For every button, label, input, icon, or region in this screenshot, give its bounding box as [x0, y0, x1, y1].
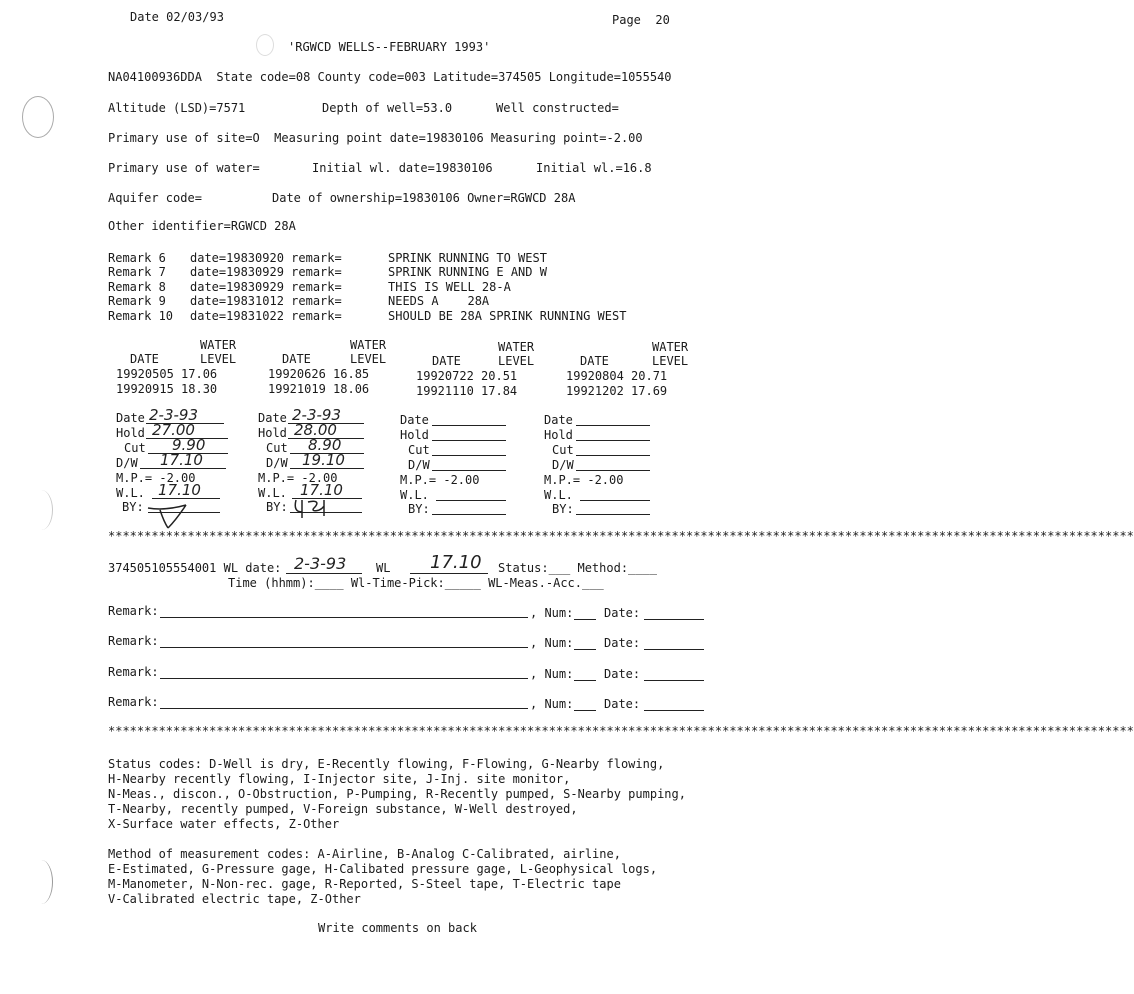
separator-line: ********************************************************************************************************************************************** [108, 529, 1134, 543]
entry-date-value: 2-3-93 [292, 406, 341, 424]
report-date: Date 02/03/93 [130, 10, 224, 24]
primary-use-water: Primary use of water= [108, 161, 260, 175]
entry-date-label: Date [544, 413, 573, 427]
remark-num-label: , Num: [530, 606, 574, 620]
initials-signature [146, 500, 202, 530]
column-header-level: LEVEL [498, 354, 535, 368]
remark-input[interactable] [160, 678, 528, 679]
entry-hold-value: 27.00 [152, 421, 195, 439]
remark-date: date=19830920 remark= [190, 251, 342, 265]
entry-wl-value: 17.10 [300, 481, 343, 499]
table-cell: 19920915 18.30 [116, 382, 218, 396]
entry-hold-value: 28.00 [294, 421, 337, 439]
entry-hold-label: Hold [544, 428, 573, 442]
time-pick-accuracy: Time (hhmm):____ Wl-Time-Pick:_____ WL-Meas.-Acc.___ [228, 576, 604, 590]
entry-mp: M.P.= -2.00 [258, 471, 338, 485]
remark-text: SPRINK RUNNING E AND W [388, 265, 547, 279]
remark-text: NEEDS A 28A [388, 294, 490, 308]
report-title: 'RGWCD WELLS--FEBRUARY 1993' [288, 40, 491, 54]
entry-cut-label: Cut [266, 441, 288, 455]
entry-by-label: BY: [266, 500, 288, 514]
remark-num-label: , Num: [530, 667, 574, 681]
entry-cut-value: 9.90 [172, 436, 206, 454]
footer-note: Write comments on back [318, 921, 477, 935]
remark-num-input[interactable] [574, 619, 596, 620]
punch-hole-top [22, 96, 54, 138]
entry-wl-value: 17.10 [158, 481, 201, 499]
remark-label: Remark 8 [108, 280, 166, 294]
remark-num-label: , Num: [530, 697, 574, 711]
entry-wl-field[interactable] [580, 500, 650, 501]
entry-date-label: Date [116, 411, 145, 425]
depth-of-well: Depth of well=53.0 [322, 101, 453, 115]
entry-cut-label: Cut [124, 441, 146, 455]
table-cell: 19920505 17.06 [116, 367, 218, 381]
remark-num-input[interactable] [574, 710, 596, 711]
entry-date-label: Date [258, 411, 287, 425]
remark-num-label: , Num: [530, 636, 574, 650]
entry-wl-label: W.L. [400, 488, 429, 502]
entry-dw-label: D/W [116, 456, 138, 470]
wl-field[interactable] [410, 573, 488, 574]
table-cell: 19921202 17.69 [566, 384, 668, 398]
remark-date: date=19831012 remark= [190, 294, 342, 308]
entry-wl-label: W.L. [116, 486, 145, 500]
remark-date-input[interactable] [644, 680, 704, 681]
remark-date-input[interactable] [644, 619, 704, 620]
remark-text: SPRINK RUNNING TO WEST [388, 251, 547, 265]
remark-form-label: Remark: [108, 665, 159, 679]
column-header-level: LEVEL [200, 352, 237, 366]
entry-dw-label: D/W [552, 458, 574, 472]
entry-cut-label: Cut [408, 443, 430, 457]
method-codes-line: V-Calibrated electric tape, Z-Other [108, 892, 361, 906]
entry-wl-label: W.L. [544, 488, 573, 502]
entry-cut-field[interactable] [432, 455, 506, 456]
remark-label: Remark 10 [108, 309, 174, 323]
entry-hold-field[interactable] [432, 440, 506, 441]
status-codes-line: N-Meas., discon., O-Obstruction, P-Pumping, R-Recently pumped, S-Nearby pumping, [108, 787, 686, 801]
entry-date-field[interactable] [576, 425, 650, 426]
entry-cut-value: 8.90 [308, 436, 342, 454]
entry-by-label: BY: [552, 502, 574, 516]
initial-wl-date: Initial wl. date=19830106 [312, 161, 493, 175]
remark-num-input[interactable] [574, 680, 596, 681]
entry-mp: M.P.= -2.00 [544, 473, 624, 487]
entry-cut-label: Cut [552, 443, 574, 457]
remark-date-input[interactable] [644, 649, 704, 650]
entry-dw-field[interactable] [432, 470, 506, 471]
entry-hold-label: Hold [258, 426, 287, 440]
remark-text: THIS IS WELL 28-A [388, 280, 511, 294]
remark-form-label: Remark: [108, 634, 159, 648]
column-header-date: DATE [580, 354, 609, 368]
column-header-date: DATE [282, 352, 311, 366]
wl-value: 17.10 [430, 552, 482, 573]
wl-label: WL [376, 561, 391, 575]
column-header-water: WATER [652, 340, 689, 354]
remark-label: Remark 6 [108, 251, 166, 265]
entry-wl-label: W.L. [258, 486, 287, 500]
remark-num-input[interactable] [574, 649, 596, 650]
remark-input[interactable] [160, 617, 528, 618]
entry-by-field[interactable] [576, 514, 650, 515]
entry-mp: M.P.= -2.00 [116, 471, 196, 485]
scan-circle-mark [256, 34, 274, 56]
status-codes-line: H-Nearby recently flowing, I-Injector site, J-Inj. site monitor, [108, 772, 571, 786]
well-id-line: NA04100936DDA State code=08 County code=003 Latitude=374505 Longitude=1055540 [108, 70, 672, 84]
remark-label: Remark 9 [108, 294, 166, 308]
status-codes-line: T-Nearby, recently pumped, V-Foreign substance, W-Well destroyed, [108, 802, 578, 816]
column-header-date: DATE [130, 352, 159, 366]
other-identifier: Other identifier=RGWCD 28A [108, 219, 296, 233]
column-header-level: LEVEL [652, 354, 689, 368]
column-header-water: WATER [350, 338, 387, 352]
aquifer-code: Aquifer code= [108, 191, 202, 205]
entry-date-value: 2-3-93 [149, 406, 198, 424]
remark-form-label: Remark: [108, 695, 159, 709]
altitude: Altitude (LSD)=7571 [108, 101, 246, 115]
entry-by-field[interactable] [432, 514, 506, 515]
entry-by-label: BY: [122, 500, 144, 514]
remark-date-input[interactable] [644, 710, 704, 711]
entry-dw-label: D/W [266, 456, 288, 470]
remark-date: date=19830929 remark= [190, 265, 342, 279]
entry-by-label: BY: [408, 502, 430, 516]
initials-signature [290, 496, 340, 520]
entry-hold-field[interactable] [576, 440, 650, 441]
entry-hold-label: Hold [400, 428, 429, 442]
entry-dw-value: 19.10 [302, 451, 345, 469]
entry-dw-field[interactable] [576, 470, 650, 471]
column-header-water: WATER [498, 340, 535, 354]
wl-date-field[interactable] [286, 573, 362, 574]
entry-dw-value: 17.10 [160, 451, 203, 469]
initial-wl: Initial wl.=16.8 [536, 161, 652, 175]
remark-form-label: Remark: [108, 604, 159, 618]
wl-date-value: 2-3-93 [294, 554, 347, 573]
site-id-wl-date-label: 374505105554001 WL date: [108, 561, 282, 575]
entry-wl-field[interactable] [436, 500, 506, 501]
remark-date-label: Date: [604, 606, 641, 620]
separator-line: ********************************************************************************************************************************************** [108, 724, 1134, 738]
entry-cut-field[interactable] [576, 455, 650, 456]
status-method: Status:___ Method:____ [498, 561, 657, 575]
table-cell: 19920722 20.51 [416, 369, 518, 383]
well-constructed: Well constructed= [496, 101, 619, 115]
entry-dw-label: D/W [408, 458, 430, 472]
remark-label: Remark 7 [108, 265, 166, 279]
method-codes-line: M-Manometer, N-Non-rec. gage, R-Reported, S-Steel tape, T-Electric tape [108, 877, 621, 891]
entry-hold-label: Hold [116, 426, 145, 440]
column-header-level: LEVEL [350, 352, 387, 366]
punch-hole-bottom [30, 860, 53, 904]
column-header-date: DATE [432, 354, 461, 368]
table-cell: 19921019 18.06 [268, 382, 370, 396]
table-cell: 19920626 16.85 [268, 367, 370, 381]
punch-hole-middle [30, 490, 53, 530]
status-codes-line: Status codes: D-Well is dry, E-Recently flowing, F-Flowing, G-Nearby flowing, [108, 757, 665, 771]
method-codes-line: Method of measurement codes: A-Airline, B-Analog C-Calibrated, airline, [108, 847, 621, 861]
table-cell: 19921110 17.84 [416, 384, 518, 398]
entry-date-label: Date [400, 413, 429, 427]
remark-input[interactable] [160, 647, 528, 648]
remark-date-label: Date: [604, 697, 641, 711]
remark-input[interactable] [160, 708, 528, 709]
table-cell: 19920804 20.71 [566, 369, 668, 383]
entry-mp: M.P.= -2.00 [400, 473, 480, 487]
remark-text: SHOULD BE 28A SPRINK RUNNING WEST [388, 309, 627, 323]
status-codes-line: X-Surface water effects, Z-Other [108, 817, 340, 831]
remark-date-label: Date: [604, 636, 641, 650]
method-codes-line: E-Estimated, G-Pressure gage, H-Calibated pressure gage, L-Geophysical logs, [108, 862, 658, 876]
ownership: Date of ownership=19830106 Owner=RGWCD 28A [272, 191, 576, 205]
page-number: Page 20 [612, 13, 670, 27]
remark-date-label: Date: [604, 667, 641, 681]
primary-use-site: Primary use of site=O Measuring point date=19830106 Measuring point=-2.00 [108, 131, 643, 145]
remark-date: date=19830929 remark= [190, 280, 342, 294]
column-header-water: WATER [200, 338, 237, 352]
entry-date-field[interactable] [432, 425, 506, 426]
remark-date: date=19831022 remark= [190, 309, 342, 323]
